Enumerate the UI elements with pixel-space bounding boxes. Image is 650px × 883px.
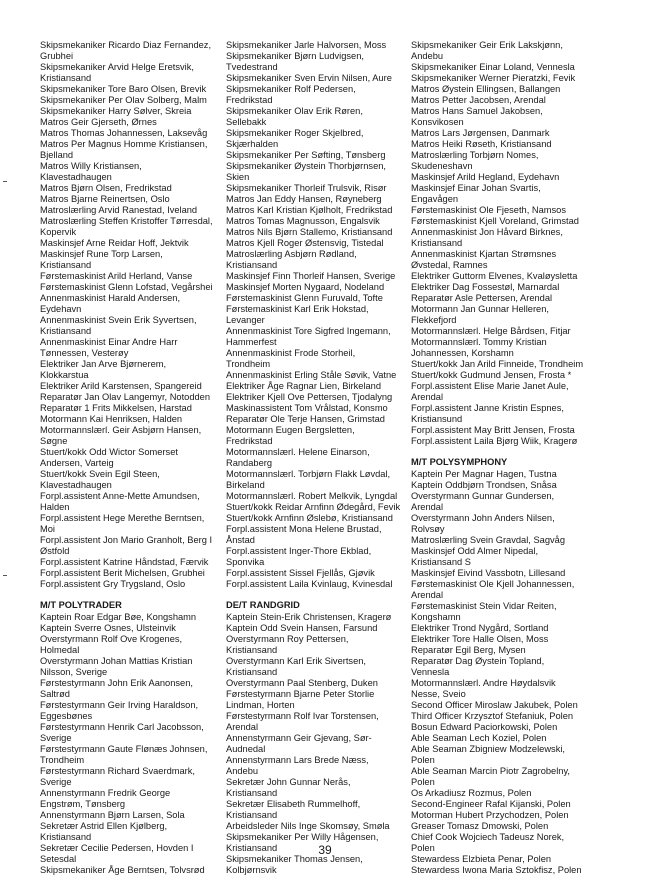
crew-entry-line: Førstemaskinist Kjell Voreland, Grimstad bbox=[411, 216, 579, 226]
crew-entry-line: Kristiansand bbox=[226, 645, 278, 655]
crew-section bbox=[411, 40, 592, 447]
crew-entry-line: Maskinsjef Finn Thorleif Hansen, Sverige bbox=[226, 271, 396, 281]
crew-entry-line: Skipsmekaniker Åge Berntsen, Tolvsrød bbox=[40, 865, 205, 875]
crew-entry-line: Forpl.assistent Mona Helene Brustad, bbox=[226, 524, 382, 534]
crew-entry-line: Matroslærling Arvid Ranestad, Iveland bbox=[40, 205, 198, 215]
crew-entry-line: Annenmaskinist Tore Sigfred Ingemann, bbox=[226, 326, 391, 336]
crew-entry-line: Nilsson, Sverige bbox=[40, 667, 108, 677]
crew-entry-line: Konsvikosen bbox=[411, 117, 464, 127]
crew-entry-line: Overstyrmann Karl Erik Sivertsen, bbox=[226, 656, 367, 666]
crew-entry-line: Kristiansand bbox=[40, 326, 92, 336]
crew-entry-line: Annenmaskinist Jon Håvard Birknes, bbox=[411, 227, 563, 237]
crew-entry-line: Tvedestrand bbox=[226, 62, 278, 72]
crew-entry-line: Klavestadhaugen bbox=[40, 480, 112, 490]
crew-entry-line: Overstyrmann Rolf Ove Krogenes, bbox=[40, 634, 183, 644]
crew-entry-line: Sekretær Elisabeth Rummelhoff, bbox=[226, 799, 361, 809]
crew-entry-line: Annenmaskinist Harald Andersen, bbox=[40, 293, 181, 303]
crew-entry-line: Engstrøm, Tønsberg bbox=[40, 799, 126, 809]
crew-entry-line: Førstemaskinist Arild Herland, Vanse bbox=[40, 271, 193, 281]
crew-entry-line: Førstestyrmann Henrik Carl Jacobsson, bbox=[40, 722, 204, 732]
crew-entry-line: Overstyrmann Paal Stenberg, Duken bbox=[226, 678, 378, 688]
crew-entry-line: Annenmaskinist Erling Ståle Søvik, Vatne bbox=[226, 370, 397, 380]
crew-entry-line: Polen bbox=[411, 755, 435, 765]
crew-entry-line: Førstemaskinist Stein Vidar Reiten, bbox=[411, 601, 557, 611]
crew-entry-line: Øvstedal, Ramnes bbox=[411, 260, 488, 270]
crew-entry-line: Halden bbox=[40, 502, 70, 512]
crew-entry-line: Motormannslærl. Tommy Kristian bbox=[411, 337, 547, 347]
crew-entry-line: Førstemaskinist Glenn Lofstad, Vegårshei bbox=[40, 282, 213, 292]
crew-entry-line: Elektriker Dag Fossestøl, Marnardal bbox=[411, 282, 560, 292]
crew-entry-line: Stuert/kokk Svein Egil Steen, bbox=[40, 469, 160, 479]
crew-entry-line: Overstyrmann Gunnar Gundersen, bbox=[411, 491, 555, 501]
crew-entry-line: Forpl.assistent Laila Kvinlaug, Kvinesdal bbox=[226, 579, 393, 589]
crew-entry-line: Forpl.assistent Janne Kristin Espnes, bbox=[411, 403, 564, 413]
crew-entry-line: Kaptein Sverre Osnes, Ulsteinvik bbox=[40, 623, 176, 633]
crew-entry-line: Sponvika bbox=[226, 557, 265, 567]
crew-entry-line: Motormann Jan Gunnar Helleren, bbox=[411, 304, 549, 314]
crew-entry-line: Motormannslærl. Geir Asbjørn Hansen, bbox=[40, 425, 202, 435]
crew-entry-line: Fredrikstad bbox=[226, 436, 273, 446]
crew-entry-line: Maskinsjef Arne Reidar Hoff, Jektvik bbox=[40, 238, 189, 248]
crew-entry-line: Kaptein Per Magnar Hagen, Tustna bbox=[411, 469, 557, 479]
crew-entry-line: Maskinsjef Rune Torp Larsen, bbox=[40, 249, 163, 259]
crew-entry-line: Skipsmekaniker Per Olav Solberg, Malm bbox=[40, 95, 207, 105]
crew-entry-line: Moi bbox=[40, 524, 55, 534]
crew-entry-line: Kaptein Roar Edgar Bøe, Kongshamn bbox=[40, 612, 197, 622]
crew-entry-line: Maskinsjef Morten Nygaard, Nodeland bbox=[226, 282, 385, 292]
crew-entry-line: Motormann Kai Henriksen, Halden bbox=[40, 414, 183, 424]
crew-entry-line: Fredrikstad bbox=[226, 95, 273, 105]
crew-entry-line: Skipsmekaniker Øystein Thorbjørnsen, bbox=[226, 161, 387, 171]
crew-entry-line: Reparatør Egil Berg, Mysen bbox=[411, 645, 526, 655]
crew-entry-line: Skipsmekaniker Thomas Jensen, bbox=[226, 854, 363, 864]
crew-entry-line: Skipsmekaniker Sven Ervin Nilsen, Aure bbox=[226, 73, 392, 83]
crew-entry-line: Trondheim bbox=[40, 755, 85, 765]
crew-entry-line: Matros Willy Kristiansen, bbox=[40, 161, 142, 171]
crew-entry-line: Skipsmekaniker Per Willy Hågensen, bbox=[226, 832, 379, 842]
crew-entry-line: Kristiansund bbox=[411, 414, 463, 424]
crew-entry-line: Stuert/kokk Gudmund Jensen, Frosta * bbox=[411, 370, 572, 380]
crew-entry-line: Polen bbox=[411, 843, 435, 853]
crew-entry-line: Forpl.assistent Gry Trygsland, Oslo bbox=[40, 579, 186, 589]
crew-entry-line: Førstestyrmann John Erik Aanonsen, bbox=[40, 678, 193, 688]
crew-entry-line: Matros Hans Samuel Jakobsen, bbox=[411, 106, 543, 116]
crew-entry-line: Eydehavn bbox=[40, 304, 82, 314]
crew-entry-line: Kristiansand bbox=[226, 788, 278, 798]
crew-entry-line: Andersen, Varteig bbox=[40, 458, 114, 468]
crew-entry-line: Annenstyrmann Bjørn Larsen, Sola bbox=[40, 810, 185, 820]
crew-entry-line: Forpl.assistent Sissel Fjellås, Gjøvik bbox=[226, 568, 375, 578]
crew-entry-line: Skipsmekaniker Olav Erik Røren, bbox=[226, 106, 363, 116]
crew-entry-line: Elektriker Åge Ragnar Lien, Birkeland bbox=[226, 381, 382, 391]
crew-entry-line: Sellebakk bbox=[226, 117, 267, 127]
crew-entry-line: Skipsmekaniker Bjørn Ludvigsen, bbox=[226, 51, 364, 61]
crew-entry-line: Saltrød bbox=[40, 689, 70, 699]
crew-entry-line: Matros Kjell Roger Østensvig, Tistedal bbox=[226, 238, 384, 248]
crew-entry-line: Skipsmekaniker Werner Pieratzki, Fevik bbox=[411, 73, 576, 83]
crew-entry-line: Skipsmekaniker Rolf Pedersen, bbox=[226, 84, 356, 94]
crew-entry-line: Matroslærling Steffen Kristoffer Tørresdal, bbox=[40, 216, 213, 226]
crew-entry-line: Forpl.assistent Katrine Håndstad, Færvik bbox=[40, 557, 209, 567]
crew-entry-line: Matros Tomas Magnusson, Engalsvik bbox=[226, 216, 380, 226]
crew-entry-line: Kristiansand bbox=[226, 810, 278, 820]
crew-entry-line: Birkeland bbox=[226, 480, 265, 490]
crew-entry-line: Kaptein Oddbjørn Trondsen, Snåsa bbox=[411, 480, 557, 490]
crew-entry-line: Kristiansand bbox=[226, 667, 278, 677]
crew-entry-line: Annenstyrmann Lars Brede Næss, bbox=[226, 755, 369, 765]
crew-section bbox=[226, 600, 407, 876]
crew-entry-line: Forpl.assistent Anne-Mette Amundsen, bbox=[40, 491, 200, 501]
scan-edge-mark bbox=[3, 181, 7, 182]
crew-entry-line: Matros Jan Eddy Hansen, Røyneberg bbox=[226, 194, 382, 204]
crew-entry-line: Andebu bbox=[411, 51, 444, 61]
scan-edge-mark bbox=[3, 575, 7, 576]
crew-entry-line: Elektriker Arild Karstensen, Spangereid bbox=[40, 381, 202, 391]
crew-entry-line: Annenmaskinist Frode Storheil, bbox=[226, 348, 356, 358]
crew-entry-line: Stewardess Elzbieta Penar, Polen bbox=[411, 854, 552, 864]
crew-entry-line: Hammerfest bbox=[226, 337, 277, 347]
crew-entry-line: Reparatør Jan Olav Langemyr, Notodden bbox=[40, 392, 211, 402]
crew-entry-line: Holmedal bbox=[40, 645, 80, 655]
crew-entry-line: Matros Per Magnus Homme Kristiansen, bbox=[40, 139, 208, 149]
crew-entry-line: Kristiansand bbox=[40, 260, 92, 270]
crew-entry-line: Maskinsjef Eivind Vassbotn, Lillesand bbox=[411, 568, 566, 578]
crew-entry-line: Nesse, Sveio bbox=[411, 689, 466, 699]
column-1 bbox=[40, 40, 221, 876]
crew-entry-line: Motormannslærl. Robert Melkvik, Lyngdal bbox=[226, 491, 398, 501]
crew-entry-line: Forpl.assistent Elise Marie Janet Aule, bbox=[411, 381, 569, 391]
crew-entry-line: Sverige bbox=[40, 777, 72, 787]
crew-entry-line: Matros Bjarne Reinertsen, Oslo bbox=[40, 194, 170, 204]
crew-entry-line: Second-Engineer Rafal Kijanski, Polen bbox=[411, 799, 571, 809]
crew-entry-line: Skjærhalden bbox=[226, 139, 279, 149]
crew-entry-line: Skipsmekaniker Ricardo Diaz Fernandez, bbox=[40, 40, 212, 50]
crew-entry-line: Matros Karl Kristian Kjølholt, Fredrikstad bbox=[226, 205, 393, 215]
crew-entry-line: Førstemaskinist Ole Fjeseth, Namsos bbox=[411, 205, 566, 215]
crew-entry-line: Reparatør Ole Terje Hansen, Grimstad bbox=[226, 414, 385, 424]
crew-entry-line: Chief Cook Wojciech Tadeusz Norek, bbox=[411, 832, 565, 842]
crew-entry-line: Skipsmekaniker Thorleif Trulsvik, Risør bbox=[226, 183, 387, 193]
crew-entry-line: Randaberg bbox=[226, 458, 273, 468]
crew-entry-line: Skipsmekaniker Geir Erik Lakskjønn, bbox=[411, 40, 563, 50]
crew-entry-line: Østfold bbox=[40, 546, 70, 556]
crew-entry-line: Annenmaskinist Svein Erik Syvertsen, bbox=[40, 315, 197, 325]
crew-entry-line: Førstestyrmann Geir Irving Haraldson, bbox=[40, 700, 199, 710]
crew-entry-line: Elektriker Trond Nygård, Sortland bbox=[411, 623, 549, 633]
crew-entry-line: Motormannslærl. Helge Bårdsen, Fitjar bbox=[411, 326, 571, 336]
crew-entry-line: Motormannslærl. Helene Einarson, bbox=[226, 447, 370, 457]
crew-entry-line: Stuert/kokk Odd Wictor Somerset bbox=[40, 447, 178, 457]
crew-entry-line: Matroslærling Torbjørn Nomes, bbox=[411, 150, 539, 160]
crew-entry-line: Klokkarstua bbox=[40, 370, 89, 380]
crew-entry-line: Reparatør Asle Pettersen, Arendal bbox=[411, 293, 553, 303]
crew-entry-line: Arendal bbox=[226, 722, 259, 732]
crew-entry-line: Førstestyrmann Richard Svaerdmark, bbox=[40, 766, 195, 776]
crew-entry-line: Maskinsjef Odd Almer Nipedal, bbox=[411, 546, 539, 556]
crew-entry-line: Setesdal bbox=[40, 854, 77, 864]
crew-entry-line: Stewardess Iwona Maria Sztokfisz, Polen bbox=[411, 865, 582, 875]
crew-entry-line: Elektriker Guttorm Elvenes, Kvaløysletta bbox=[411, 271, 578, 281]
crew-entry-line: Tønnessen, Vesterøy bbox=[40, 348, 129, 358]
crew-entry-line: Førstemaskinist Ole Kjell Johannessen, bbox=[411, 579, 575, 589]
crew-entry-line: Kristiansand bbox=[40, 73, 92, 83]
crew-entry-line: Kongshamn bbox=[411, 612, 461, 622]
crew-entry-line: Grubhei bbox=[40, 51, 74, 61]
crew-entry-line: Matros Nils Bjørn Stallemo, Kristiansand bbox=[226, 227, 393, 237]
crew-entry-line: Annenstyrmann Geir Gjevang, Sør- bbox=[226, 733, 372, 743]
crew-entry-line: Arendal bbox=[411, 502, 444, 512]
crew-entry-line: Annenstyrmann Fredrik George bbox=[40, 788, 171, 798]
crew-entry-line: Trondheim bbox=[226, 359, 271, 369]
crew-entry-line: Klavestadhaugen bbox=[40, 172, 112, 182]
crew-entry-line: Kristiansand bbox=[40, 832, 92, 842]
crew-entry-line: Motorman Hubert Przychodzen, Polen bbox=[411, 810, 569, 820]
crew-entry-line: Os Arkadiusz Rozmus, Polen bbox=[411, 788, 532, 798]
crew-entry-line: Kaptein Stein-Erik Christensen, Kragerø bbox=[226, 612, 392, 622]
crew-entry-line: Matroslærling Asbjørn Rødland, bbox=[226, 249, 357, 259]
crew-entry-line: Førstestyrmann Gaute Flønæs Johnsen, bbox=[40, 744, 208, 754]
crew-entry-line: Stuert/kokk Arnfinn Øslebø, Kristiansand bbox=[226, 513, 393, 523]
crew-entry-line: Førstemaskinist Glenn Furuvald, Tofte bbox=[226, 293, 383, 303]
crew-entry-line: Kristiansand bbox=[411, 238, 463, 248]
crew-entry-line: Vennesla bbox=[411, 667, 450, 677]
crew-entry-line: Forpl.assistent Hege Merethe Berntsen, bbox=[40, 513, 205, 523]
crew-entry-line: Sekretær Astrid Ellen Kjølberg, bbox=[40, 821, 168, 831]
crew-entry-line: Matros Bjørn Olsen, Fredrikstad bbox=[40, 183, 172, 193]
crew-entry-line: Forpl.assistent Jon Mario Granholt, Berg I bbox=[40, 535, 213, 545]
crew-entry-line: Stuert/kokk Jan Arild Finneide, Trondheim bbox=[411, 359, 584, 369]
crew-entry-line: Skipsmekaniker Jarle Halvorsen, Moss bbox=[226, 40, 387, 50]
crew-entry-line: Kristiansand bbox=[226, 843, 278, 853]
crew-entry-line: Sekretær John Gunnar Nerås, bbox=[226, 777, 351, 787]
crew-entry-line: Levanger bbox=[226, 315, 265, 325]
column-3 bbox=[411, 40, 592, 876]
ship-name-heading: M/T POLYSYMPHONY bbox=[411, 457, 508, 467]
crew-entry-line: Reparatør 1 Frits Mikkelsen, Harstad bbox=[40, 403, 192, 413]
crew-entry-line: Maskinsjef Einar Johan Svartis, bbox=[411, 183, 541, 193]
crew-entry-line: Matros Heiki Røseth, Kristiansand bbox=[411, 139, 552, 149]
crew-entry-line: Overstyrmann John Anders Nilsen, bbox=[411, 513, 555, 523]
crew-entry-line: Able Seaman Zbigniew Modzelewski, bbox=[411, 744, 565, 754]
crew-entry-line: Kolbjørnsvik bbox=[226, 865, 277, 875]
page-number: 39 bbox=[318, 843, 332, 857]
ship-name-heading: M/T POLYTRADER bbox=[40, 600, 122, 610]
crew-entry-line: Motormannslærl. Torbjørn Flakk Løvdal, bbox=[226, 469, 391, 479]
crew-entry-line: Motormann Eugen Bergsletten, bbox=[226, 425, 355, 435]
crew-entry-line: Engavågen bbox=[411, 194, 459, 204]
crew-entry-line: Motormannslærl. Andre Høydalsvik bbox=[411, 678, 556, 688]
ship-name-heading: DE/T RANDGRID bbox=[226, 600, 300, 610]
crew-entry-line: Andebu bbox=[226, 766, 259, 776]
crew-entry-line: Førstemaskinist Karl Erik Hokstad, bbox=[226, 304, 369, 314]
crew-entry-line: Førstestyrmann Bjarne Peter Storlie bbox=[226, 689, 375, 699]
crew-entry-line: Skipsmekaniker Harry Sølver, Skreia bbox=[40, 106, 192, 116]
crew-entry-line: Kaptein Odd Svein Hansen, Farsund bbox=[226, 623, 378, 633]
crew-entry-line: Matros Øystein Ellingsen, Ballangen bbox=[411, 84, 561, 94]
crew-entry-line: Forpl.assistent May Britt Jensen, Frosta bbox=[411, 425, 575, 435]
crew-entry-line: Elektriker Tore Halle Olsen, Moss bbox=[411, 634, 549, 644]
crew-entry-line: Able Seaman Lech Koziel, Polen bbox=[411, 733, 547, 743]
crew-entry-line: Skipsmekaniker Tore Baro Olsen, Brevik bbox=[40, 84, 207, 94]
crew-entry-line: Skipsmekaniker Per Søfting, Tønsberg bbox=[226, 150, 386, 160]
crew-entry-line: Elektriker Jan Arve Bjørnerem, bbox=[40, 359, 167, 369]
crew-entry-line: Johannessen, Korshamn bbox=[411, 348, 514, 358]
crew-entry-line: Maskinassistent Tom Vrålstad, Konsmo bbox=[226, 403, 388, 413]
crew-section bbox=[411, 457, 592, 876]
crew-entry-line: Arbeidsleder Nils Inge Skomsøy, Smøla bbox=[226, 821, 390, 831]
crew-entry-line: Førstestyrmann Rolf Ivar Torstensen, bbox=[226, 711, 379, 721]
crew-entry-line: Greaser Tomasz Dmowski, Polen bbox=[411, 821, 549, 831]
crew-entry-line: Bosun Edward Paciorkowski, Polen bbox=[411, 722, 558, 732]
crew-entry-line: Second Officer Miroslaw Jakubek, Polen bbox=[411, 700, 578, 710]
crew-entry-line: Forpl.assistent Laila Bjørg Wiik, Kragerø bbox=[411, 436, 578, 446]
crew-entry-line: Matros Lars Jørgensen, Danmark bbox=[411, 128, 550, 138]
crew-entry-line: Elektriker Kjell Ove Pettersen, Tjodalyng bbox=[226, 392, 393, 402]
crew-entry-line: Skien bbox=[226, 172, 250, 182]
crew-entry-line: Annenmaskinist Einar Andre Harr bbox=[40, 337, 178, 347]
crew-entry-line: Matros Geir Gjerseth, Ørnes bbox=[40, 117, 157, 127]
crew-entry-line: Arendal bbox=[411, 590, 444, 600]
crew-section bbox=[40, 40, 221, 590]
crew-entry-line: Kristiansand bbox=[226, 260, 278, 270]
crew-entry-line: Skipsmekaniker Einar Loland, Vennesla bbox=[411, 62, 575, 72]
crew-entry-line: Bjelland bbox=[40, 150, 74, 160]
crew-section bbox=[40, 600, 221, 876]
crew-entry-line: Matros Thomas Johannessen, Laksevåg bbox=[40, 128, 208, 138]
crew-entry-line: Kopervik bbox=[40, 227, 77, 237]
crew-entry-line: Forpl.assistent Inger-Thore Ekblad, bbox=[226, 546, 372, 556]
crew-entry-line: Skipsmekaniker Roger Skjelbred, bbox=[226, 128, 364, 138]
crew-entry-line: Flekkefjord bbox=[411, 315, 457, 325]
crew-entry-line: Overstyrmann Johan Mattias Kristian bbox=[40, 656, 193, 666]
crew-entry-line: Third Officer Krzysztof Stefaniuk, Polen bbox=[411, 711, 574, 721]
crew-entry-line: Rolvsøy bbox=[411, 524, 445, 534]
crew-entry-line: Sekretær Cecilie Pedersen, Hovden I bbox=[40, 843, 194, 853]
crew-entry-line: Arendal bbox=[411, 392, 444, 402]
crew-section bbox=[226, 40, 407, 590]
crew-entry-line: Overstyrmann Roy Pettersen, bbox=[226, 634, 349, 644]
crew-entry-line: Polen bbox=[411, 777, 435, 787]
crew-entry-line: Forpl.assistent Berit Michelsen, Grubhei bbox=[40, 568, 205, 578]
crew-entry-line: Audnedal bbox=[226, 744, 266, 754]
crew-entry-line: Skipsmekaniker Arvid Helge Eretsvik, bbox=[40, 62, 194, 72]
crew-entry-line: Stuert/kokk Reidar Arnfinn Ødegård, Fevik bbox=[226, 502, 401, 512]
crew-entry-line: Matros Petter Jacobsen, Arendal bbox=[411, 95, 546, 105]
crew-entry-line: Matroslærling Svein Gravdal, Sagvåg bbox=[411, 535, 565, 545]
crew-entry-line: Skudeneshavn bbox=[411, 161, 473, 171]
crew-entry-line: Reparatør Dag Øystein Topland, bbox=[411, 656, 545, 666]
crew-entry-line: Eggesbønes bbox=[40, 711, 93, 721]
crew-entry-line: Lindman, Horten bbox=[226, 700, 295, 710]
crew-entry-line: Maskinsjef Arild Hegland, Eydehavn bbox=[411, 172, 560, 182]
crew-entry-line: Able Seaman Marcin Piotr Zagrobelny, bbox=[411, 766, 570, 776]
crew-entry-line: Ånstad bbox=[226, 535, 255, 545]
crew-entry-line: Søgne bbox=[40, 436, 68, 446]
crew-entry-line: Annenmaskinist Kjartan Strømsnes bbox=[411, 249, 557, 259]
crew-entry-line: Kristiansand S bbox=[411, 557, 471, 567]
crew-entry-line: Sverige bbox=[40, 733, 72, 743]
column-2 bbox=[226, 40, 407, 876]
